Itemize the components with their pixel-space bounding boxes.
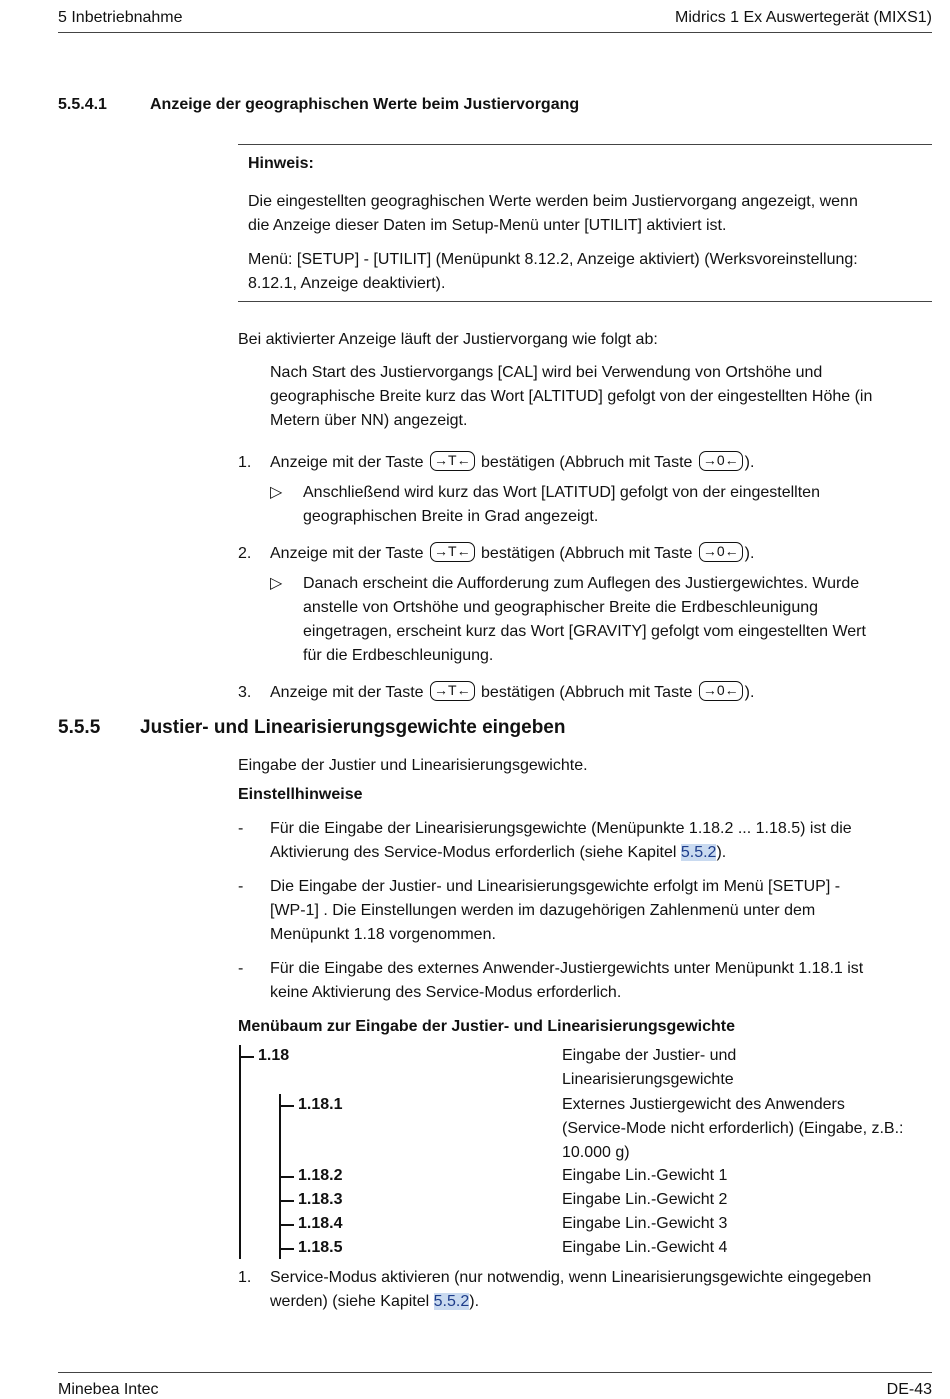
tree-desc: Eingabe Lin.-Gewicht 3 — [562, 1215, 728, 1232]
step-text: ). — [744, 545, 755, 562]
header-chapter: 5 Inbetriebnahme — [58, 9, 183, 26]
step-text: bestätigen (Abbruch mit Taste — [481, 545, 693, 562]
text-line: Aktivierung des Service-Modus erforderlich (siehe Kapitel — [270, 844, 681, 861]
note-bottom-rule — [238, 301, 932, 302]
tree-desc: Eingabe Lin.-Gewicht 2 — [562, 1191, 728, 1208]
step-text: bestätigen (Abbruch mit Taste — [481, 454, 693, 471]
text-line: 10.000 g) — [562, 1144, 630, 1161]
section-intro: Eingabe der Justier und Linearisierungsgewichte. — [238, 757, 588, 774]
text-line: Für die Eingabe der Linearisierungsgewichte (Menüpunkte 1.18.2 ... 1.18.5) ist die — [270, 820, 852, 837]
text-line: ). — [716, 844, 727, 861]
bullet-marker: - — [238, 960, 244, 977]
note-line: Die eingestellten geograghischen Werte werden beim Justiervorgang angezeigt, wenn — [248, 193, 858, 210]
text-line: eingetragen, erscheint kurz das Wort [GRAVITY] gefolgt vom eingestellten Wert — [303, 623, 866, 640]
note-top-rule — [238, 144, 932, 145]
text-line: Externes Justiergewicht des Anwenders — [562, 1096, 845, 1113]
result-marker: ▷ — [270, 484, 283, 501]
step-text: bestätigen (Abbruch mit Taste — [481, 684, 693, 701]
text-line: Eingabe der Justier- und — [562, 1047, 737, 1064]
bullet-item — [270, 817, 852, 865]
tree-desc: Eingabe Lin.-Gewicht 1 — [562, 1167, 728, 1184]
step-3 — [270, 681, 754, 705]
section-title: Justier- und Linearisierungsgewichte eingeben — [140, 717, 566, 738]
tree-code: 1.18.5 — [298, 1239, 343, 1256]
step-number: 1. — [238, 1269, 252, 1286]
tare-key-icon: →T← — [430, 542, 475, 562]
tree-desc — [562, 1093, 903, 1165]
tree-code: 1.18 — [258, 1047, 290, 1064]
text-line: Danach erscheint die Aufforderung zum Auflegen des Justiergewichtes. Wurde — [303, 575, 860, 592]
tree-code: 1.18.4 — [298, 1215, 343, 1232]
chapter-link[interactable]: 5.5.2 — [680, 844, 717, 861]
step-number: 3. — [238, 684, 252, 701]
text-line: anstelle von Ortshöhe und geographischer Breite die Erdbeschleunigung — [303, 599, 819, 616]
tree-code: 1.18.3 — [298, 1191, 343, 1208]
tree-line — [239, 1045, 241, 1259]
note-paragraph-2 — [248, 248, 858, 296]
final-step — [270, 1266, 871, 1314]
footer-company: Minebea Intec — [58, 1381, 159, 1398]
tree-branch — [280, 1248, 294, 1250]
step-text: ). — [744, 684, 755, 701]
section-number: 5.5.4.1 — [58, 96, 107, 113]
text-line: werden) (siehe Kapitel — [270, 1293, 434, 1310]
text-line: Service-Modus aktivieren (nur notwendig, wenn Linearisierungsgewichte eingegeben — [270, 1269, 872, 1286]
text-line: Linearisierungsgewichte — [562, 1071, 734, 1088]
note-paragraph-1 — [248, 190, 858, 238]
tree-desc: Eingabe Lin.-Gewicht 4 — [562, 1239, 728, 1256]
note-line: 8.12.1, Anzeige deaktiviert). — [248, 275, 446, 292]
note-title: Hinweis: — [248, 155, 314, 172]
header-product: Midrics 1 Ex Auswertegerät (MIXS1) — [675, 9, 932, 26]
step-1 — [270, 451, 754, 475]
section-number: 5.5.5 — [58, 717, 101, 738]
step-2-result — [303, 572, 866, 668]
zero-key-icon: →0← — [699, 681, 743, 701]
result-marker: ▷ — [270, 575, 283, 592]
tare-key-icon: →T← — [430, 681, 475, 701]
header-rule — [58, 32, 932, 33]
text-line: Metern über NN) angezeigt. — [270, 412, 468, 429]
step-text: ). — [744, 454, 755, 471]
menu-tree-title: Menübaum zur Eingabe der Justier- und Linearisierungsgewichte — [238, 1018, 735, 1035]
tree-code: 1.18.2 — [298, 1167, 343, 1184]
chapter-link[interactable]: 5.5.2 — [433, 1293, 470, 1310]
zero-key-icon: →0← — [699, 542, 743, 562]
footer-rule — [58, 1372, 932, 1373]
tree-branch — [240, 1056, 254, 1058]
section-title: Anzeige der geographischen Werte beim Justiervorgang — [150, 96, 580, 113]
bullet-item — [270, 957, 863, 1005]
tree-desc — [562, 1044, 736, 1092]
step-text: Anzeige mit der Taste — [270, 684, 424, 701]
step-2 — [270, 542, 754, 566]
text-line: Die Eingabe der Justier- und Linearisierungsgewichte erfolgt im Menü [SETUP] - — [270, 878, 841, 895]
bullet-marker: - — [238, 820, 244, 837]
text-line: Anschließend wird kurz das Wort [LATITUD] gefolgt von der eingestellten — [303, 484, 820, 501]
text-line: geographischen Breite in Grad angezeigt. — [303, 508, 599, 525]
hints-title: Einstellhinweise — [238, 786, 363, 803]
step-text: Anzeige mit der Taste — [270, 454, 424, 471]
tree-branch — [280, 1176, 294, 1178]
text-line: [WP-1] . Die Einstellungen werden im dazugehörigen Zahlenmenü unter dem — [270, 902, 816, 919]
tree-branch — [280, 1105, 294, 1107]
bullet-marker: - — [238, 878, 244, 895]
step-number: 2. — [238, 545, 252, 562]
bullet-item — [270, 875, 840, 947]
procedure-precondition — [270, 361, 872, 433]
tare-key-icon: →T← — [430, 451, 475, 471]
tree-branch — [280, 1224, 294, 1226]
step-number: 1. — [238, 454, 252, 471]
zero-key-icon: →0← — [699, 451, 743, 471]
footer-page-number: DE-43 — [886, 1381, 932, 1398]
procedure-intro: Bei aktivierter Anzeige läuft der Justiervorgang wie folgt ab: — [238, 331, 658, 348]
text-line: für die Erdbeschleunigung. — [303, 647, 494, 664]
step-1-result — [303, 481, 820, 529]
tree-branch — [280, 1200, 294, 1202]
text-line: Nach Start des Justiervorgangs [CAL] wird bei Verwendung von Ortshöhe und — [270, 364, 823, 381]
note-line: Menü: [SETUP] - [UTILIT] (Menüpunkt 8.12.2, Anzeige aktiviert) (Werksvoreinstellung: — [248, 251, 858, 268]
step-text: Anzeige mit der Taste — [270, 545, 424, 562]
text-line: Menüpunkt 1.18 vorgenommen. — [270, 926, 496, 943]
text-line: geographische Breite kurz das Wort [ALTITUD] gefolgt von der eingestellten Höhe (in — [270, 388, 873, 405]
text-line: keine Aktivierung des Service-Modus erforderlich. — [270, 984, 622, 1001]
text-line: ). — [469, 1293, 480, 1310]
note-line: die Anzeige dieser Daten im Setup-Menü unter [UTILIT] aktiviert ist. — [248, 217, 727, 234]
text-line: (Service-Mode nicht erforderlich) (Eingabe, z.B.: — [562, 1120, 904, 1137]
text-line: Für die Eingabe des externes Anwender-Justiergewichts unter Menüpunkt 1.18.1 ist — [270, 960, 864, 977]
tree-code: 1.18.1 — [298, 1096, 343, 1113]
